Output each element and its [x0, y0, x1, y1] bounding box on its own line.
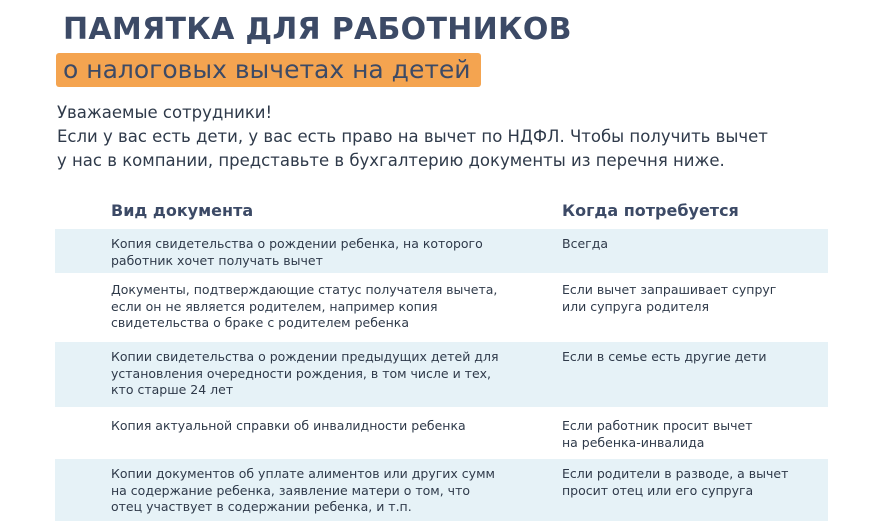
documents-table	[55, 229, 828, 521]
cell-line: установления очередности рождения, в том числе и тех,	[111, 365, 492, 381]
cell-line: если он не является родителем, например копия	[111, 298, 438, 314]
cell-line: Если в семье есть другие дети	[562, 349, 767, 364]
cell-line: просит отец или его супруга	[562, 482, 754, 498]
cell-line: на ребенка-инвалида	[562, 434, 705, 450]
intro-text	[57, 101, 768, 173]
when-cell	[562, 349, 822, 366]
cell-line: Документы, подтверждающие статус получателя вычета,	[111, 282, 498, 297]
cell-line: работник хочет получать вычет	[111, 252, 323, 268]
intro-line-2: Если у вас есть дети, у вас есть право на вычет по НДФЛ. Чтобы получить вычет	[57, 127, 768, 146]
document-cell	[111, 466, 511, 516]
document-cell	[111, 236, 511, 269]
cell-line: Если родители в разводе, а вычет	[562, 466, 789, 481]
when-cell	[562, 282, 822, 315]
document-cell	[111, 418, 511, 435]
table-row	[55, 342, 828, 407]
intro-line-3: у нас в компании, представьте в бухгалтерию документы из перечня ниже.	[57, 151, 725, 170]
table-row	[55, 229, 828, 273]
column-header-document: Вид документа	[111, 201, 254, 220]
cell-line: отец участвует в содержании ребенка, и т.п.	[111, 499, 412, 514]
cell-line: Копии свидетельства о рождении предыдущих детей для	[111, 349, 499, 364]
cell-line: на содержание ребенка, заявление матери о том, что	[111, 482, 470, 498]
document-cell	[111, 349, 511, 399]
page-title: ПАМЯТКА ДЛЯ РАБОТНИКОВ	[63, 12, 572, 47]
cell-line: Если работник просит вычет	[562, 418, 753, 433]
cell-line: кто старше 24 лет	[111, 382, 234, 397]
cell-line: Копия актуальной справки об инвалидности ребенка	[111, 418, 466, 433]
cell-line: Копии документов об уплате алиментов или других сумм	[111, 466, 495, 481]
cell-line: Если вычет запрашивает супруг	[562, 282, 777, 297]
table-row	[55, 459, 828, 521]
cell-line: свидетельства о браке с родителем ребенка	[111, 315, 409, 330]
document-cell	[111, 282, 511, 332]
when-cell	[562, 418, 822, 451]
cell-line: или супруга родителя	[562, 298, 710, 314]
intro-greeting: Уважаемые сотрудники!	[57, 103, 273, 122]
table-row	[55, 273, 828, 342]
column-header-when: Когда потребуется	[562, 201, 739, 220]
when-cell	[562, 466, 822, 499]
when-cell	[562, 236, 822, 253]
cell-line: Копия свидетельства о рождении ребенка, на которого	[111, 236, 483, 251]
table-row	[55, 407, 828, 459]
cell-line: Всегда	[562, 236, 609, 251]
page-subtitle: о налоговых вычетах на детей	[56, 53, 481, 87]
